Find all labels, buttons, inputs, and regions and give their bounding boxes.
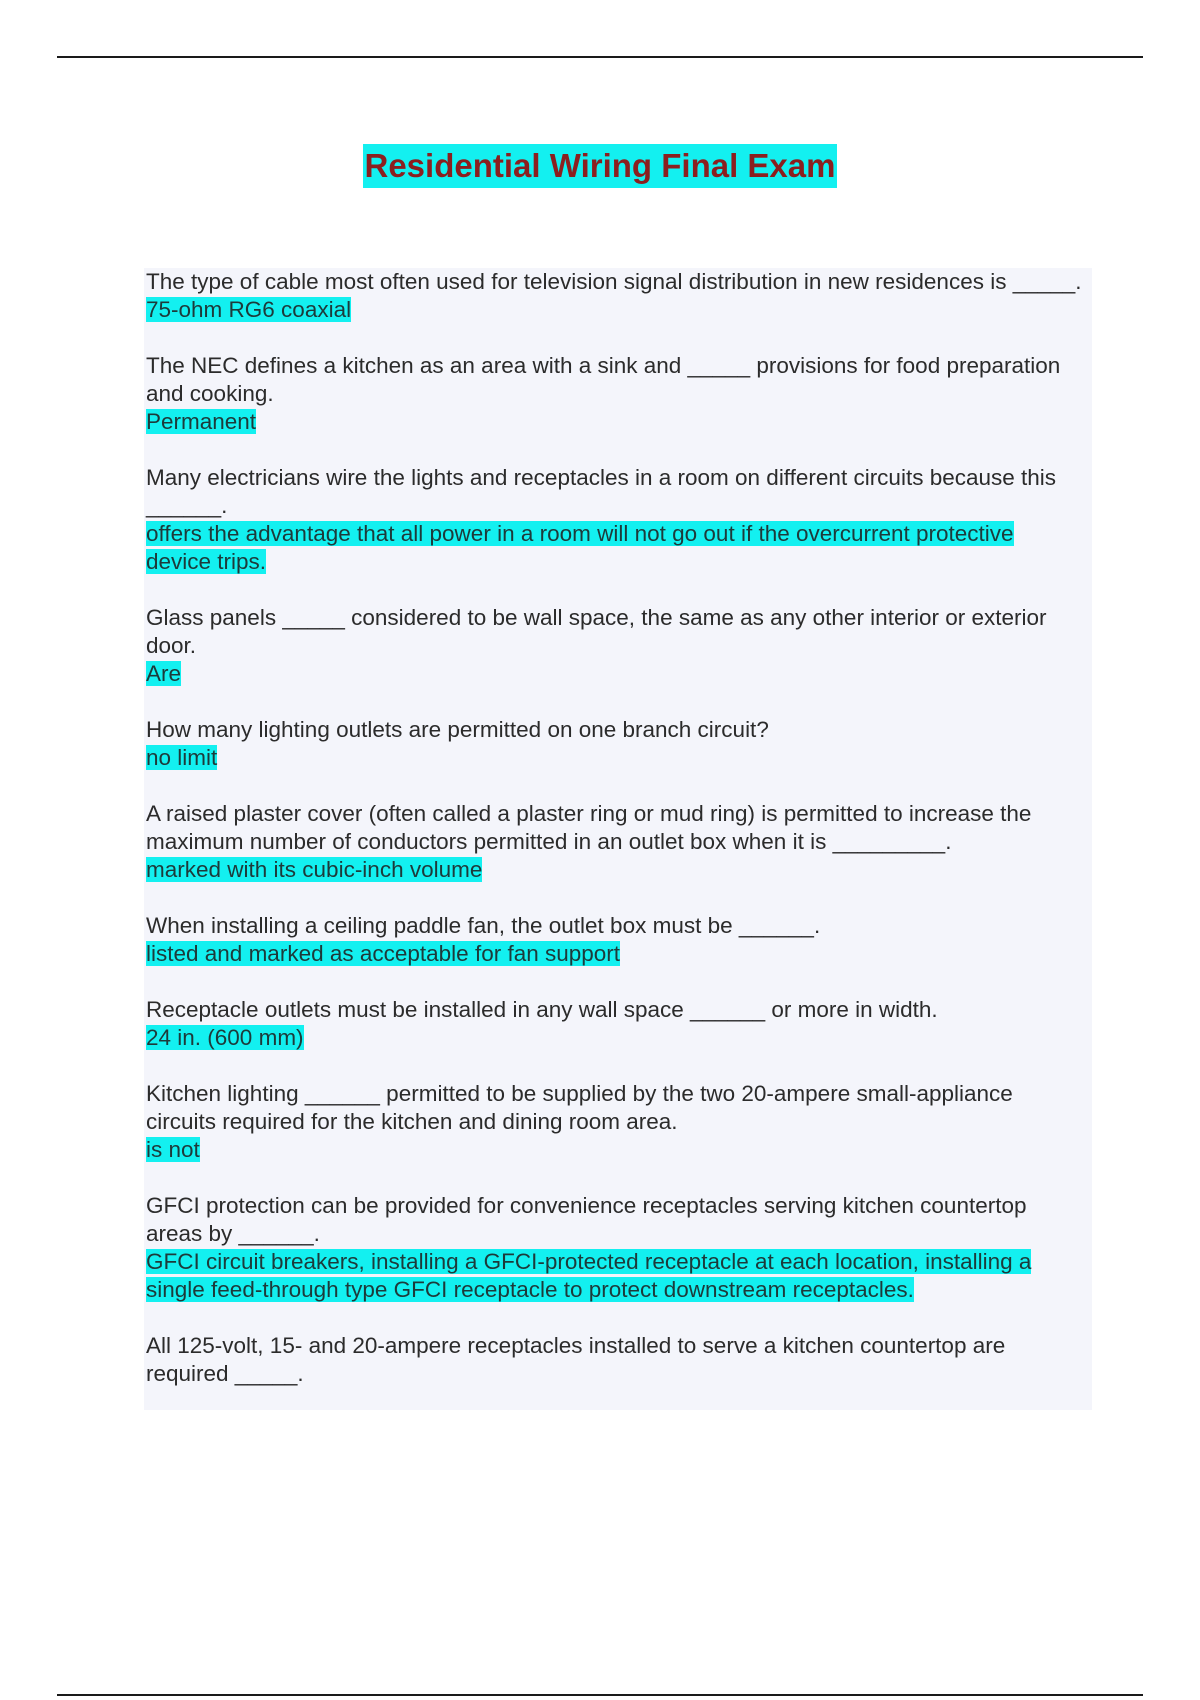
question-text: The type of cable most often used for television signal distribution in new residences is _____. [146,269,1082,294]
answer-text: no limit [146,745,218,770]
qa-item-7 [146,912,1082,968]
qa-item-10 [146,1192,1082,1304]
question-text: GFCI protection can be provided for convenience receptacles serving kitchen countertop areas by ______. [146,1193,1027,1246]
qa-item-2 [146,352,1082,436]
answer-text: 24 in. (600 mm) [146,1025,304,1050]
answer-text: listed and marked as acceptable for fan support [146,941,621,966]
question-text: Receptacle outlets must be installed in any wall space ______ or more in width. [146,997,938,1022]
question-text: Many electricians wire the lights and receptacles in a room on different circuits because this ______. [146,465,1057,518]
answer-text: 75-ohm RG6 coaxial [146,297,352,322]
answer-text: offers the advantage that all power in a room will not go out if the overcurrent protective device trips. [146,521,1014,574]
qa-item-4 [146,604,1082,688]
qa-item-6 [146,800,1082,884]
qa-item-9 [146,1080,1082,1164]
question-text: A raised plaster cover (often called a plaster ring or mud ring) is permitted to increase the maximum number of conductors permitted in an outlet box when it is _________. [146,801,1032,854]
question-text: Glass panels _____ considered to be wall space, the same as any other interior or exterior door. [146,605,1047,658]
question-text: All 125-volt, 15- and 20-ampere receptacles installed to serve a kitchen countertop are required _____. [146,1333,1006,1386]
qa-item-8 [146,996,1082,1052]
qa-item-1 [146,268,1082,324]
answer-text: Are [146,661,182,686]
answer-text: Permanent [146,409,257,434]
answer-text: is not [146,1137,200,1162]
question-text: The NEC defines a kitchen as an area with a sink and _____ provisions for food preparation and cooking. [146,353,1061,406]
page-title: Residential Wiring Final Exam [363,144,838,188]
question-text: How many lighting outlets are permitted on one branch circuit? [146,717,769,742]
qa-item-11 [146,1332,1082,1388]
answer-text: GFCI circuit breakers, installing a GFCI-protected receptacle at each location, installing a single feed-through type GFCI receptacle to protect downstream receptacles. [146,1249,1032,1302]
title-container [0,144,1200,188]
answer-text: marked with its cubic-inch volume [146,857,483,882]
qa-item-5 [146,716,1082,772]
bottom-rule [57,1694,1143,1696]
qa-item-3 [146,464,1082,576]
question-text: When installing a ceiling paddle fan, the outlet box must be ______. [146,913,821,938]
qa-section [144,268,1092,1410]
top-rule [57,56,1143,58]
question-text: Kitchen lighting ______ permitted to be supplied by the two 20-ampere small-appliance circuits required for the kitchen and dining room area. [146,1081,1013,1134]
